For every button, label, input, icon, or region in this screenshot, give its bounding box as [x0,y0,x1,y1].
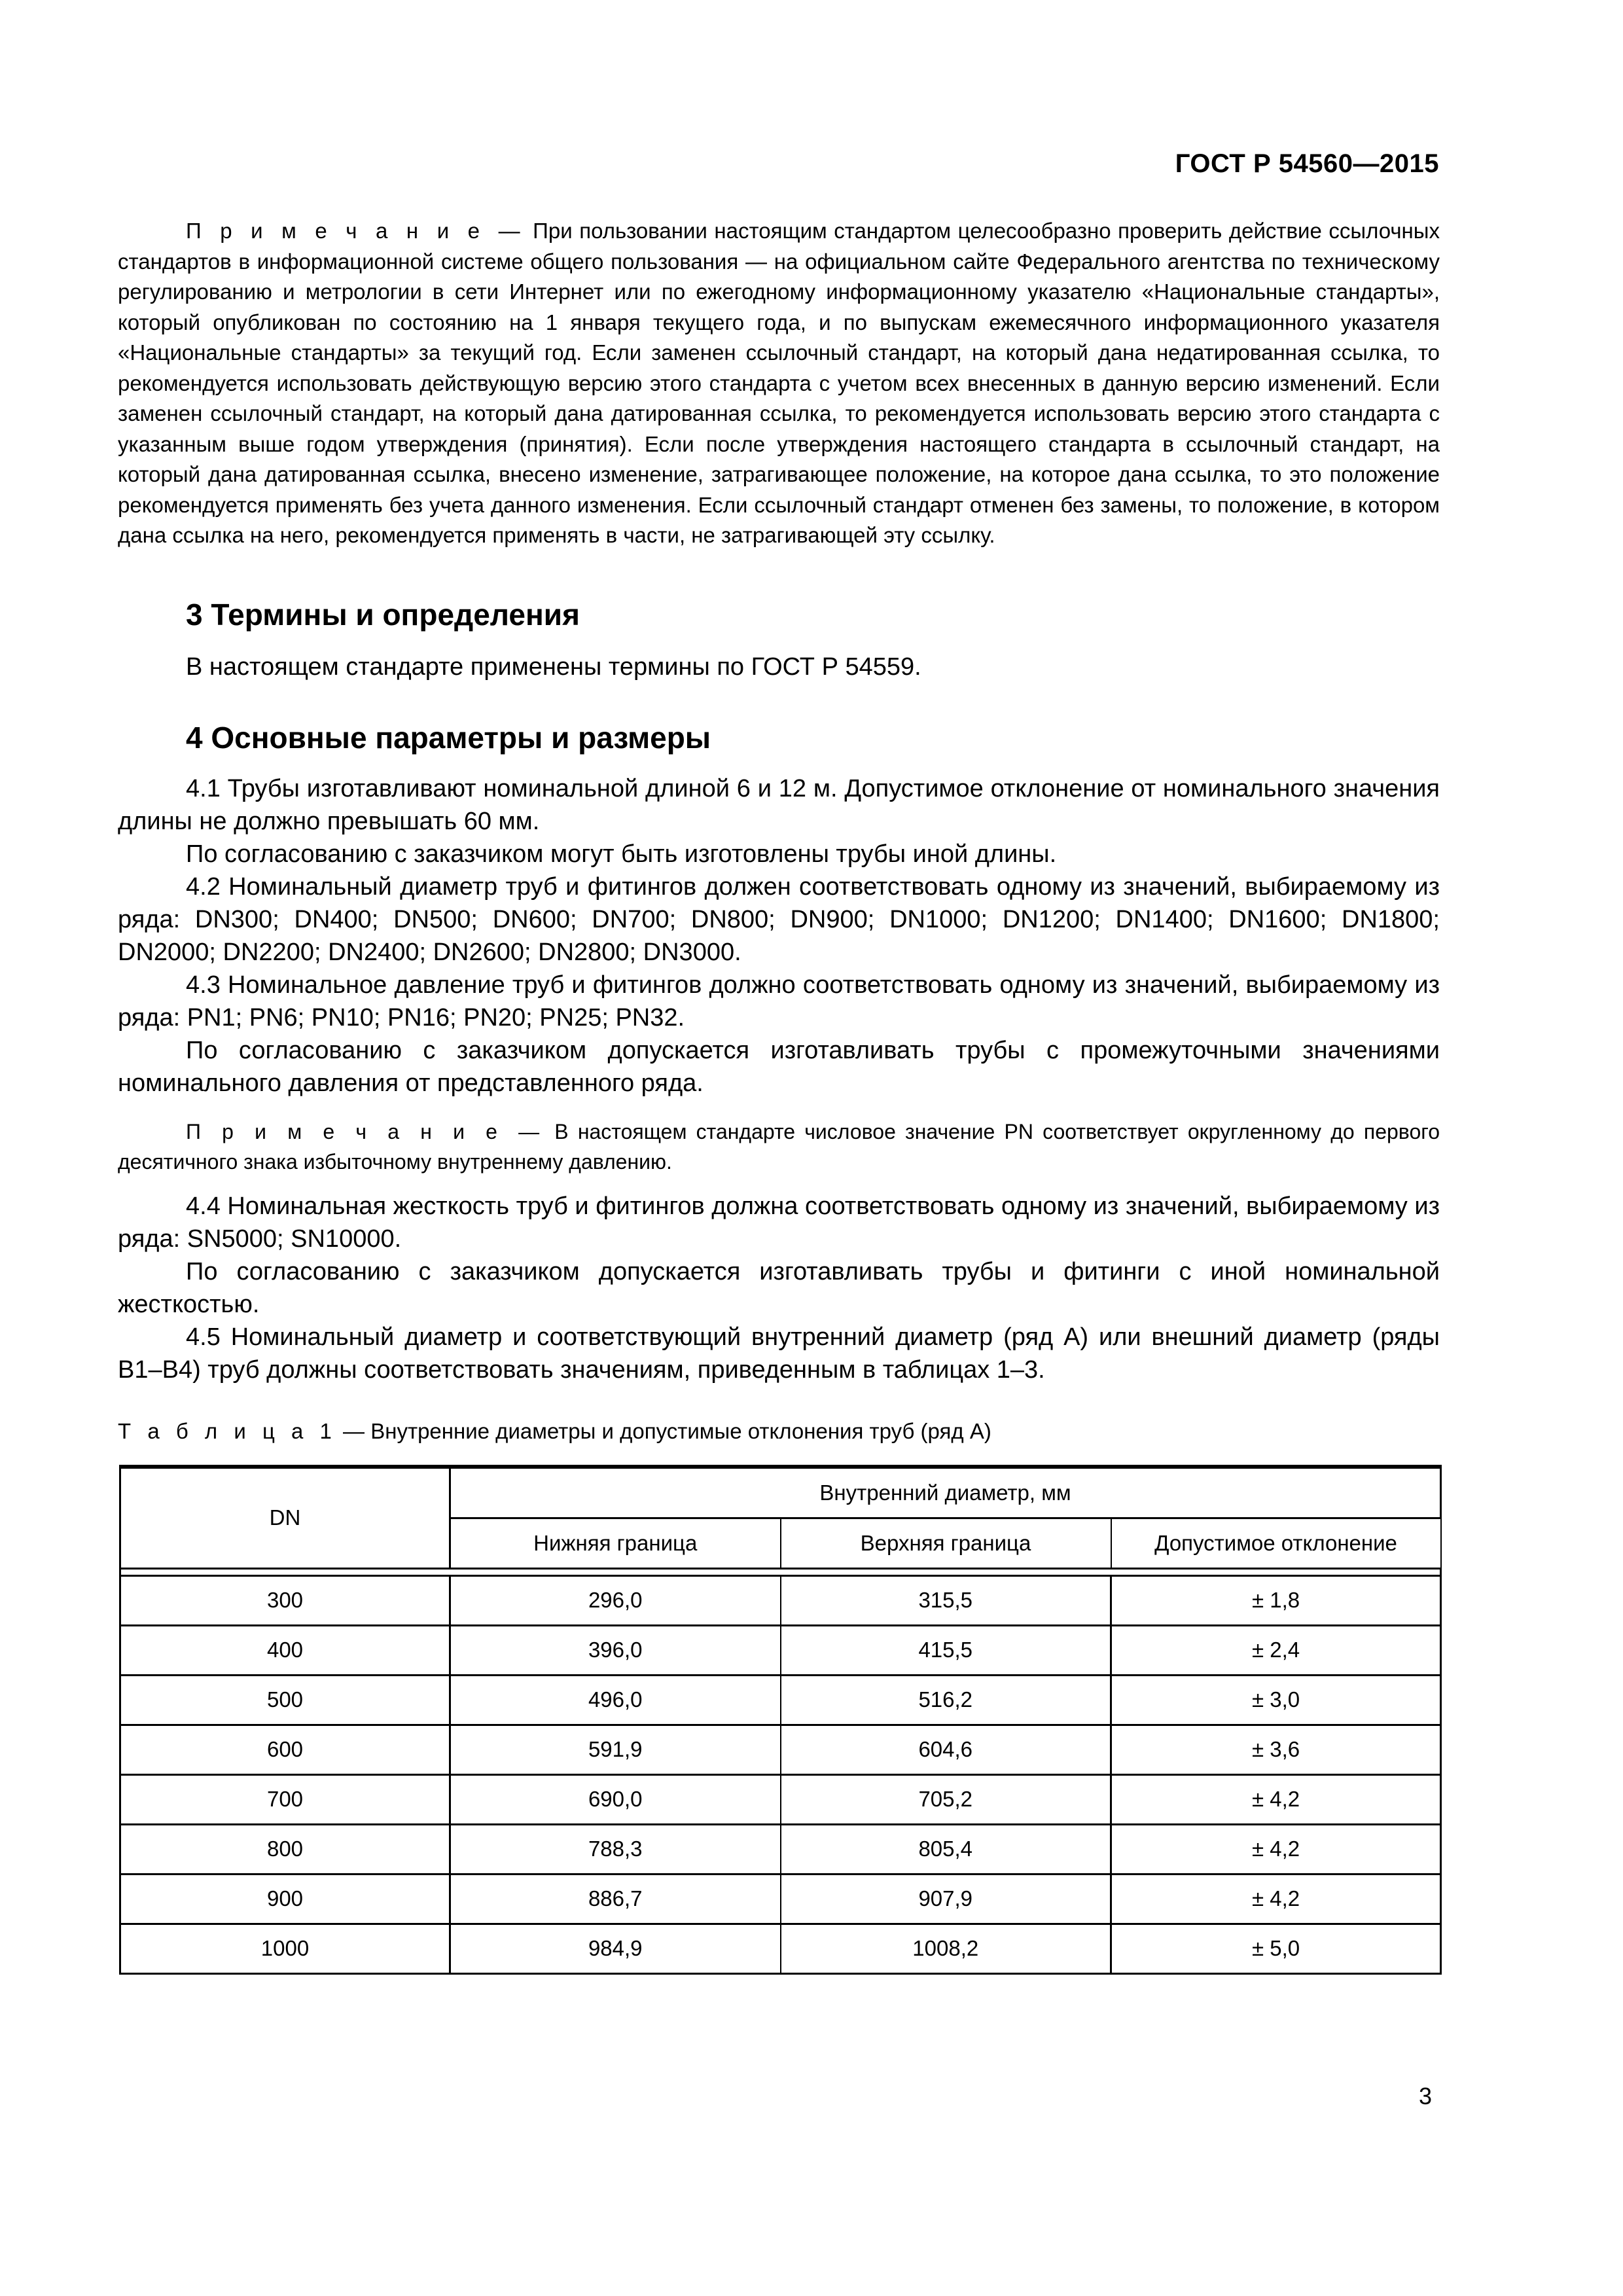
cell-upper: 805,4 [781,1824,1111,1874]
cell-dn: 500 [120,1675,450,1725]
section-4-title: 4 Основные параметры и размеры [186,720,711,755]
inner-diameter-table [119,1465,1442,1975]
note-text: В настоящем стандарте числовое значение PN соответствует округленному до первого десятичного знака избыточному внутреннему давлению. [118,1119,1440,1174]
table-row [120,1824,1441,1874]
page-number: 3 [1419,2083,1433,2109]
column-header-upper: Верхняя граница [781,1518,1111,1568]
cell-lower: 591,9 [450,1725,781,1774]
cell-upper: 415,5 [781,1625,1111,1675]
clause-4-2: 4.2 Номинальный диаметр труб и фитингов должен соответствовать одному из значений, выбираемому из ряда: DN300; DN400; DN500; DN600; DN700; DN800; DN900; DN1000; DN1200; DN1400; DN1600; DN1800; DN2000; DN2200; DN2400; DN2600; DN2800; DN3000. [118,872,1440,966]
column-group-inner-diameter: Внутренний диаметр, мм [450,1467,1441,1518]
note-text: При пользовании настоящим стандартом целесообразно проверить действие ссылочных стандартов в информационной системе общего пользования — на официальном сайте Федерального агентства по техническому регулированию и метрологии в сети Интернет или по ежегодному информационному указателю «Национальные стандарты», который опубликован по состоянию на 1 января текущего года, и по выпускам ежемесячного информационного указателя «Национальные стандарты» за текущий год. Если заменен ссылочный стандарт, на который дана недатированная ссылка, то рекомендуется использовать действующую версию этого стандарта с учетом всех внесенных в данную версию изменений. Если заменен ссылочный стандарт, на который дана датированная ссылка, то рекомендуется использовать версию этого стандарта с указанным выше годом утверждения (принятия). Если после утверждения настоящего стандарта в ссылочный стандарт, на который дана датированная ссылка, внесено изменение, затрагивающее положение, на которое дана ссылка, то это положение рекомендуется применять без учета данного изменения. Если ссылочный стандарт отменен без замены, то положение, в котором дана ссылка на него, рекомендуется применять в части, не затрагивающей эту ссылку. [118,219,1440,547]
cell-upper: 1008,2 [781,1924,1111,1973]
table-row [120,1924,1441,1973]
cell-tolerance: ± 3,0 [1111,1675,1441,1725]
table-row [120,1774,1441,1824]
table-caption-label: Т а б л и ц а 1 [118,1418,337,1443]
table-row [120,1575,1441,1625]
section-3-text: В настоящем стандарте применены термины по ГОСТ Р 54559. [186,653,921,681]
cell-dn: 700 [120,1774,450,1824]
cell-dn: 600 [120,1725,450,1774]
pn-note [118,1117,1440,1177]
cell-lower: 690,0 [450,1774,781,1824]
clause-4-4-custom-stiffness: По согласованию с заказчиком допускается изготавливать трубы и фитинги с иной номинальной жесткостью. [118,1257,1440,1318]
clause-4-3: 4.3 Номинальное давление труб и фитингов должно соответствовать одному из значений, выбираемому из ряда: PN1; PN6; PN10; PN16; PN20; PN25; PN32. [118,971,1440,1031]
cell-lower: 886,7 [450,1874,781,1924]
cell-dn: 800 [120,1824,450,1874]
clause-4-5: 4.5 Номинальный диаметр и соответствующий внутренний диаметр (ряд А) или внешний диаметр (ряды В1–В4) труб должны соответствовать значениям, приведенным в таблицах 1–3. [118,1323,1440,1384]
note-label: П р и м е ч а н и е — [186,1119,546,1143]
cell-tolerance: ± 4,2 [1111,1824,1441,1874]
table-row [120,1725,1441,1774]
clause-4-4: 4.4 Номинальная жесткость труб и фитингов должна соответствовать одному из значений, выбираемому из ряда: SN5000; SN10000. [118,1192,1440,1253]
cell-dn: 900 [120,1874,450,1924]
cell-dn: 300 [120,1575,450,1625]
section-3-title: 3 Термины и определения [186,597,580,632]
column-header-tolerance: Допустимое отклонение [1111,1518,1441,1568]
cell-lower: 788,3 [450,1824,781,1874]
cell-tolerance: ± 4,2 [1111,1774,1441,1824]
table-caption-text: — Внутренние диаметры и допустимые отклонения труб (ряд А) [336,1418,991,1443]
cell-lower: 984,9 [450,1924,781,1973]
reference-note [118,216,1440,551]
cell-dn: 400 [120,1625,450,1675]
cell-tolerance: ± 3,6 [1111,1725,1441,1774]
cell-upper: 604,6 [781,1725,1111,1774]
cell-tolerance: ± 4,2 [1111,1874,1441,1924]
table-row [120,1675,1441,1725]
cell-upper: 315,5 [781,1575,1111,1625]
column-header-lower: Нижняя граница [450,1518,781,1568]
cell-tolerance: ± 2,4 [1111,1625,1441,1675]
note-label: П р и м е ч а н и е — [186,219,526,243]
document-code-header: ГОСТ Р 54560—2015 [1175,149,1439,178]
table-1-caption [118,1419,1440,1444]
header-separator [120,1568,1441,1575]
cell-lower: 396,0 [450,1625,781,1675]
cell-upper: 705,2 [781,1774,1111,1824]
cell-upper: 516,2 [781,1675,1111,1725]
cell-tolerance: ± 5,0 [1111,1924,1441,1973]
clause-4-1-custom-length: По согласованию с заказчиком могут быть изготовлены трубы иной длины. [186,840,1057,868]
cell-upper: 907,9 [781,1874,1111,1924]
page-content [118,216,1440,1975]
table-row [120,1625,1441,1675]
clause-4-3-intermediate: По согласованию с заказчиком допускается изготавливать трубы с промежуточными значениями номинального давления от представленного ряда. [118,1036,1440,1097]
cell-lower: 296,0 [450,1575,781,1625]
clause-4-1: 4.1 Трубы изготавливают номинальной длиной 6 и 12 м. Допустимое отклонение от номинального значения длины не должно превышать 60 мм. [118,774,1440,835]
table-row [120,1874,1441,1924]
column-header-dn: DN [120,1467,450,1569]
cell-lower: 496,0 [450,1675,781,1725]
cell-tolerance: ± 1,8 [1111,1575,1441,1625]
cell-dn: 1000 [120,1924,450,1973]
